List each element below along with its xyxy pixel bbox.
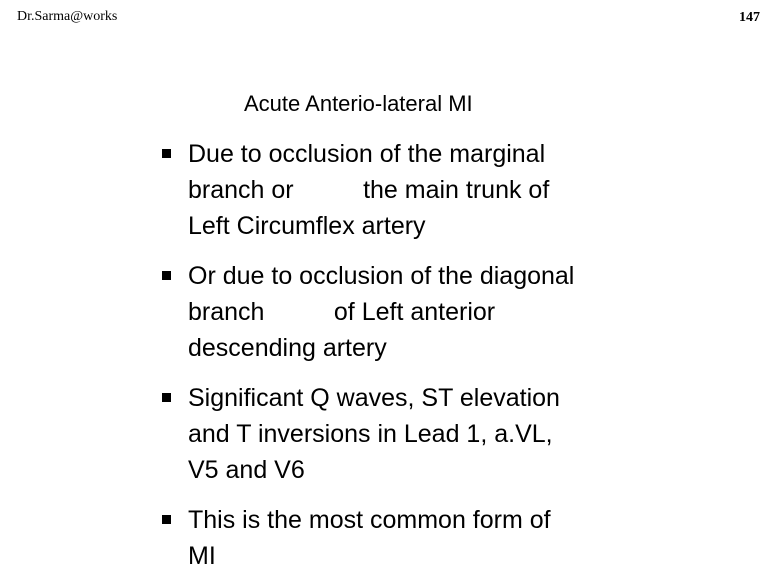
bullet-line: branch of Left anterior [188,298,496,326]
author-watermark: Dr.Sarma@works [17,9,118,24]
bullet-line: branch or the main trunk of [188,176,550,204]
bullet-item [162,380,762,488]
bullet-line: descending artery [188,334,387,362]
slide-title: Acute Anterio-lateral MI [244,91,473,116]
bullet-line: and T inversions in Lead 1, a.VL, [188,420,553,448]
bullet-item [162,258,762,366]
bullet-item [162,136,762,244]
bullet-list [162,136,762,588]
bullet-line: V5 and V6 [188,456,305,484]
square-bullet-icon [162,515,171,524]
bullet-line: Due to occlusion of the marginal [188,140,546,168]
bullet-item [162,502,762,574]
bullet-line: MI [188,542,216,570]
square-bullet-icon [162,393,171,402]
square-bullet-icon [162,149,171,158]
bullet-line: Significant Q waves, ST elevation [188,384,560,412]
page-number: 147 [739,10,760,25]
bullet-line: Left Circumflex artery [188,212,426,240]
square-bullet-icon [162,271,171,280]
bullet-line: Or due to occlusion of the diagonal [188,262,575,290]
bullet-line: This is the most common form of [188,506,551,534]
